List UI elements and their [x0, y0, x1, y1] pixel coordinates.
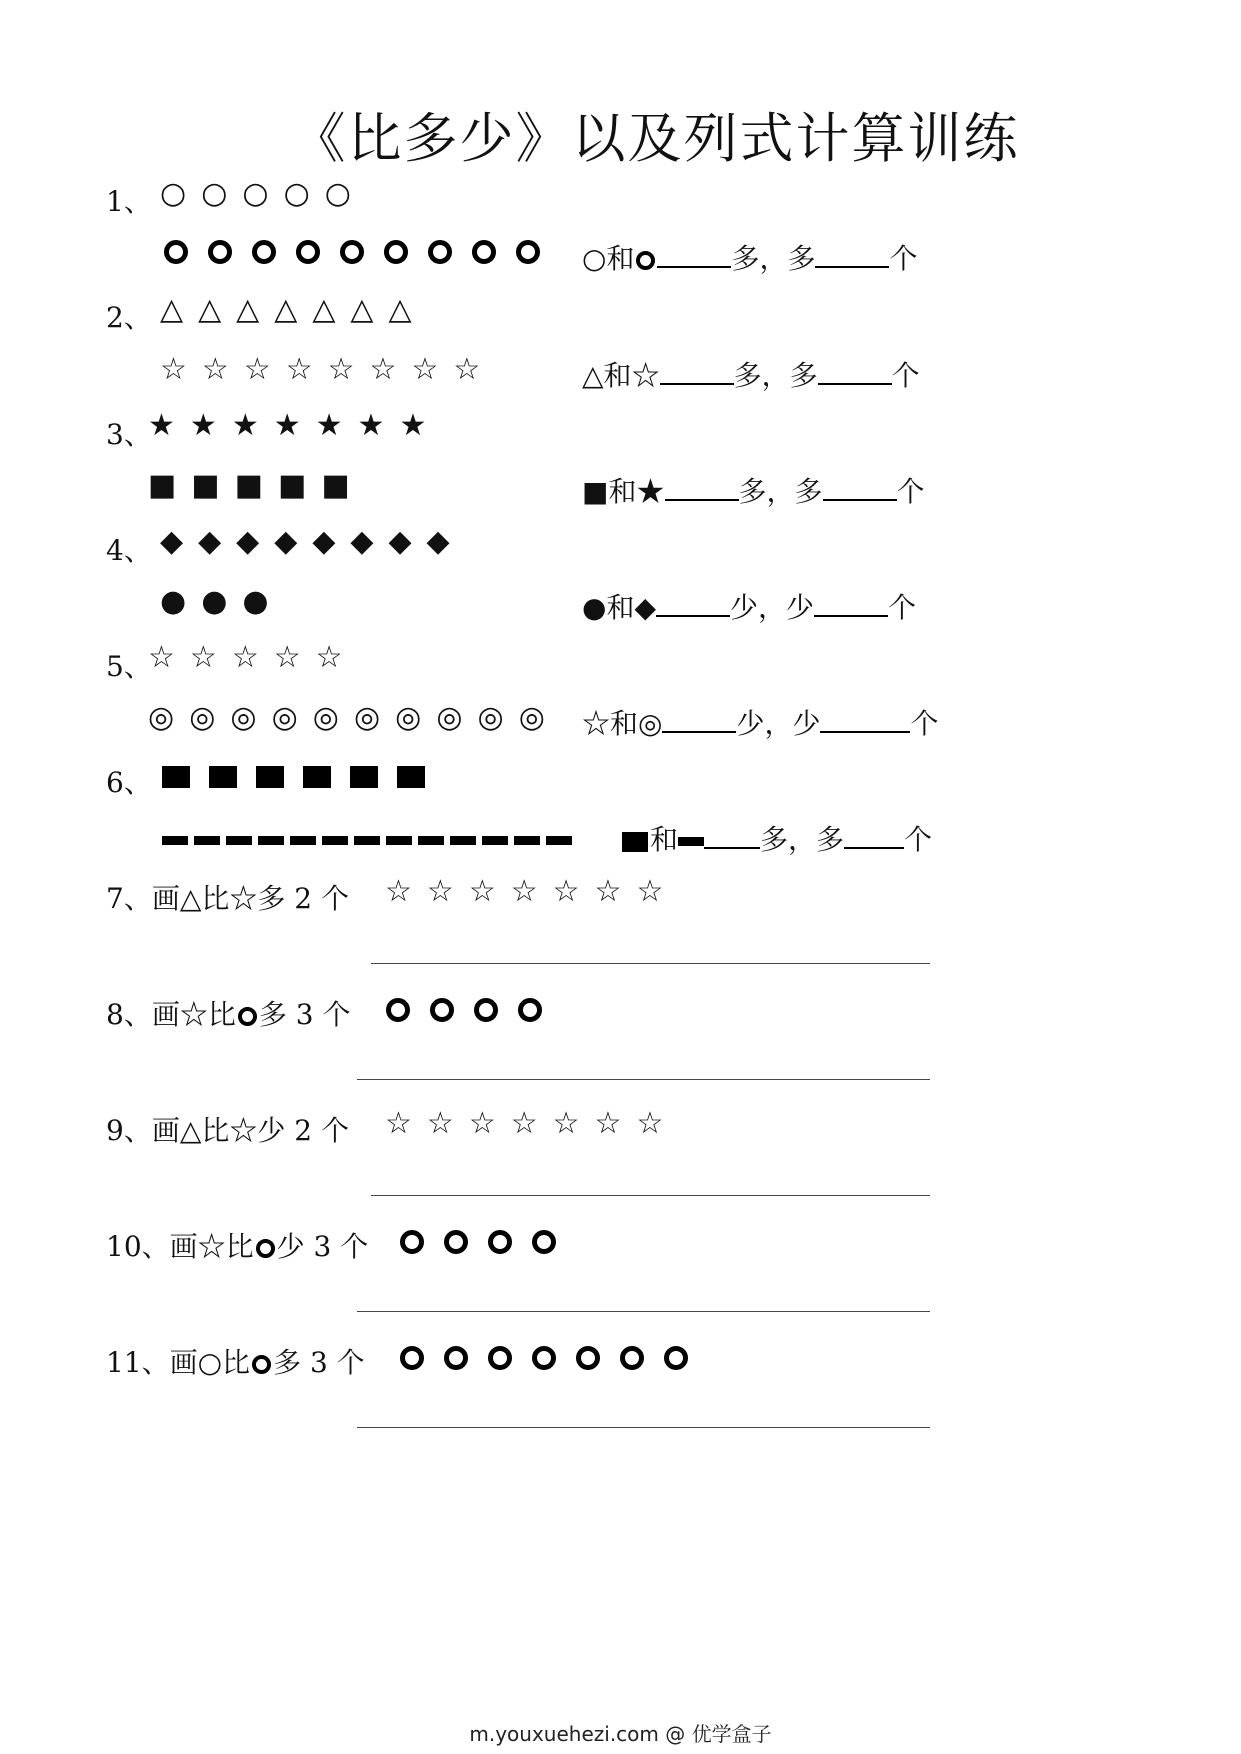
symbol: ◆ — [274, 524, 298, 559]
symbol: ○ — [283, 176, 310, 211]
q7-answer-line[interactable] — [371, 963, 930, 964]
symbol: ◆ — [198, 524, 222, 559]
page-title: 《比多少》以及列式计算训练 — [291, 107, 1020, 170]
dash-icon — [322, 836, 348, 845]
symbol: ◎ — [353, 700, 381, 735]
dash-icon — [194, 836, 220, 845]
ring-icon — [532, 1230, 556, 1254]
symbol: △ — [274, 292, 298, 327]
symbol: ■ — [234, 468, 264, 503]
dash-icon — [386, 836, 412, 845]
q10-label-pre: 10、画☆比 — [106, 1230, 254, 1263]
dash-icon — [258, 836, 284, 845]
q1-ans-and: 和 — [606, 242, 635, 275]
square-icon — [209, 766, 237, 788]
q6-big-squares-row — [162, 766, 444, 788]
square-icon — [162, 766, 190, 788]
symbol: ☆ — [243, 352, 271, 387]
q2-sym-b: ☆ — [631, 359, 660, 392]
q1-blank-2[interactable] — [815, 244, 889, 268]
symbol: ☆ — [189, 640, 217, 675]
symbol: ◎ — [395, 700, 422, 735]
q8-answer-line[interactable] — [357, 1079, 930, 1080]
symbol: ☆ — [385, 1106, 412, 1141]
q1-number: 1、 — [106, 185, 152, 218]
ring-icon — [386, 998, 410, 1022]
q4-ans-mid: 少，少 — [730, 591, 815, 624]
q4-sym-b: ◆ — [634, 591, 656, 624]
q3-black-stars-row — [148, 408, 441, 443]
symbol: ☆ — [453, 352, 481, 387]
symbol: ☆ — [510, 1106, 538, 1141]
symbol: ◎ — [518, 700, 545, 735]
symbol: ☆ — [552, 874, 580, 909]
symbol: △ — [388, 292, 412, 327]
symbol: ☆ — [369, 352, 397, 387]
ring-icon — [400, 1346, 424, 1370]
q2-answer — [582, 354, 920, 394]
symbol: ☆ — [148, 640, 175, 675]
symbol: ★ — [315, 408, 343, 443]
q1-ring-icon — [636, 251, 655, 270]
symbol: ◆ — [350, 524, 374, 559]
q4-answer — [582, 586, 916, 626]
symbol: ◆ — [388, 524, 412, 559]
q3-number: 3、 — [106, 418, 152, 451]
symbol: △ — [236, 292, 260, 327]
q10-rings-row — [400, 1230, 576, 1254]
q2-blank-1[interactable] — [660, 361, 734, 385]
symbol: ☆ — [385, 874, 412, 909]
symbol: ★ — [189, 408, 217, 443]
q1-ans-end: 个 — [889, 242, 918, 275]
q4-blank-1[interactable] — [656, 593, 730, 617]
symbol: ◎ — [436, 700, 463, 735]
q5-double-circles-row — [148, 700, 560, 735]
q3-sym-b: ★ — [636, 475, 665, 508]
ring-icon — [428, 240, 452, 264]
symbol: ☆ — [510, 874, 538, 909]
symbol: ☆ — [315, 640, 343, 675]
q6-dash-icon — [678, 837, 704, 846]
ring-icon — [252, 240, 276, 264]
symbol: ◎ — [148, 700, 175, 735]
q11-label — [106, 1341, 365, 1381]
symbol: ★ — [399, 408, 427, 443]
q9-label: 9、画△比☆少 2 个 — [106, 1114, 349, 1147]
q6-number: 6、 — [106, 766, 152, 799]
symbol: ○ — [160, 176, 187, 211]
q2-ans-and: 和 — [603, 359, 632, 392]
symbol: ☆ — [231, 640, 259, 675]
q11-label-pre: 11、画○比 — [106, 1346, 251, 1379]
symbol: ● — [201, 584, 228, 619]
symbol: ★ — [273, 408, 301, 443]
q9-stars-row — [385, 1106, 678, 1141]
symbol: ☆ — [426, 874, 454, 909]
dash-icon — [226, 836, 252, 845]
ring-icon — [474, 998, 498, 1022]
symbol: ◆ — [426, 524, 450, 559]
q4-dots-row — [160, 584, 284, 619]
ring-icon — [532, 1346, 556, 1370]
q6-answer — [622, 818, 932, 858]
q5-blank-1[interactable] — [662, 709, 736, 733]
q4-sym-a: ● — [582, 591, 607, 624]
q7-label: 7、画△比☆多 2 个 — [106, 882, 349, 915]
q2-triangles-row — [160, 292, 427, 327]
symbol: ● — [242, 584, 269, 619]
q10-label — [106, 1225, 368, 1265]
symbol: ☆ — [327, 352, 355, 387]
square-icon — [256, 766, 284, 788]
q3-blank-2[interactable] — [823, 477, 897, 501]
q2-blank-2[interactable] — [818, 361, 892, 385]
dash-icon — [546, 836, 572, 845]
q4-ans-and: 和 — [606, 591, 635, 624]
symbol: ★ — [357, 408, 385, 443]
q10-ring-icon — [256, 1239, 275, 1258]
q2-ans-mid: 多，多 — [733, 359, 818, 392]
symbol: ● — [160, 584, 187, 619]
square-icon — [303, 766, 331, 788]
q10-label-post: 少 3 个 — [276, 1230, 369, 1263]
symbol: ☆ — [411, 352, 439, 387]
ring-icon — [516, 240, 540, 264]
ring-icon — [444, 1230, 468, 1254]
q5-ans-and: 和 — [610, 707, 639, 740]
dash-icon — [482, 836, 508, 845]
ring-icon — [576, 1346, 600, 1370]
q3-ans-mid: 多，多 — [738, 475, 823, 508]
symbol: ◎ — [477, 700, 504, 735]
ring-icon — [518, 998, 542, 1022]
symbol: ☆ — [636, 1106, 664, 1141]
footer-watermark: m.youxuehezi.com @ 优学盒子 — [469, 1722, 772, 1746]
q11-ring-icon — [252, 1355, 271, 1374]
symbol: △ — [198, 292, 222, 327]
q3-sym-a: ■ — [582, 475, 609, 508]
q1-ans-mid: 多，多 — [731, 242, 816, 275]
dash-icon — [514, 836, 540, 845]
symbol: ■ — [148, 468, 177, 503]
q6-ans-mid: 多，多 — [760, 823, 845, 856]
symbol: ☆ — [426, 1106, 454, 1141]
ring-icon — [340, 240, 364, 264]
q5-stars-row — [148, 640, 358, 675]
q4-ans-end: 个 — [888, 591, 917, 624]
q6-ans-end: 个 — [904, 823, 933, 856]
q3-ans-end: 个 — [896, 475, 925, 508]
symbol: ☆ — [552, 1106, 580, 1141]
ring-icon — [488, 1346, 512, 1370]
dash-icon — [450, 836, 476, 845]
ring-icon — [620, 1346, 644, 1370]
symbol: ○ — [201, 176, 228, 211]
square-icon — [397, 766, 425, 788]
symbol: ☆ — [285, 352, 313, 387]
q1-blank-1[interactable] — [657, 244, 731, 268]
q11-label-post: 多 3 个 — [273, 1346, 365, 1379]
q5-answer — [582, 702, 939, 742]
q6-ans-and: 和 — [650, 823, 679, 856]
symbol: ◎ — [230, 700, 257, 735]
symbol: ☆ — [636, 874, 664, 909]
symbol: △ — [160, 292, 184, 327]
q1-circles-row — [160, 176, 366, 211]
q6-blank-2[interactable] — [844, 825, 904, 849]
symbol: ◆ — [236, 524, 260, 559]
symbol: ○ — [242, 176, 269, 211]
q8-label-post: 多 3 个 — [258, 998, 351, 1031]
ring-icon — [664, 1346, 688, 1370]
symbol: ■ — [321, 468, 350, 503]
symbol: ☆ — [468, 1106, 496, 1141]
symbol: ◎ — [312, 700, 339, 735]
q1-sym-a: ○ — [582, 242, 607, 275]
symbol: ☆ — [594, 874, 622, 909]
q8-rings-row — [386, 998, 562, 1022]
q3-blank-1[interactable] — [665, 477, 739, 501]
q5-blank-2[interactable] — [820, 709, 910, 733]
symbol: ◆ — [160, 524, 184, 559]
q1-rings-row — [164, 240, 560, 264]
q2-number: 2、 — [106, 301, 152, 334]
q10-answer-line[interactable] — [357, 1311, 930, 1312]
symbol: ■ — [191, 468, 220, 503]
symbol: ○ — [324, 176, 351, 211]
q3-ans-and: 和 — [608, 475, 637, 508]
ring-icon — [444, 1346, 468, 1370]
q5-sym-b: ◎ — [638, 707, 663, 740]
symbol: ☆ — [273, 640, 301, 675]
symbol: ◆ — [312, 524, 336, 559]
symbol: ◎ — [271, 700, 298, 735]
q8-label — [106, 993, 350, 1033]
q4-diamonds-row — [160, 524, 465, 559]
ring-icon — [472, 240, 496, 264]
symbol: ★ — [231, 408, 259, 443]
q11-answer-line[interactable] — [357, 1427, 930, 1428]
q3-answer — [582, 470, 925, 510]
q7-stars-row — [385, 874, 678, 909]
dash-icon — [162, 836, 188, 845]
ring-icon — [164, 240, 188, 264]
q3-squares-row — [148, 468, 365, 503]
square-icon — [350, 766, 378, 788]
symbol: ☆ — [468, 874, 496, 909]
ring-icon — [488, 1230, 512, 1254]
q8-ring-icon — [238, 1007, 257, 1026]
q5-number: 5、 — [106, 650, 152, 683]
q8-label-pre: 8、画☆比 — [106, 998, 236, 1031]
ring-icon — [400, 1230, 424, 1254]
ring-icon — [384, 240, 408, 264]
dash-icon — [354, 836, 380, 845]
q2-sym-a: △ — [582, 359, 604, 392]
symbol: ■ — [278, 468, 307, 503]
symbol: ☆ — [594, 1106, 622, 1141]
q6-blank-1[interactable] — [704, 825, 760, 849]
ring-icon — [296, 240, 320, 264]
q2-stars-row — [160, 352, 495, 387]
q11-rings-row — [400, 1346, 708, 1370]
q5-ans-mid: 少，少 — [736, 707, 821, 740]
symbol: ★ — [148, 408, 175, 443]
q1-answer — [582, 237, 917, 277]
ring-icon — [208, 240, 232, 264]
q5-sym-a: ☆ — [582, 707, 611, 740]
q5-ans-end: 个 — [910, 707, 939, 740]
q2-ans-end: 个 — [891, 359, 920, 392]
symbol: ☆ — [201, 352, 229, 387]
dash-icon — [418, 836, 444, 845]
q6-square-icon — [622, 832, 648, 852]
symbol: ◎ — [189, 700, 216, 735]
q4-blank-2[interactable] — [814, 593, 888, 617]
symbol: △ — [350, 292, 374, 327]
symbol: ☆ — [160, 352, 187, 387]
dash-icon — [290, 836, 316, 845]
q9-answer-line[interactable] — [371, 1195, 930, 1196]
ring-icon — [430, 998, 454, 1022]
q6-dashes-row — [162, 830, 578, 849]
symbol: △ — [312, 292, 336, 327]
q4-number: 4、 — [106, 534, 152, 567]
